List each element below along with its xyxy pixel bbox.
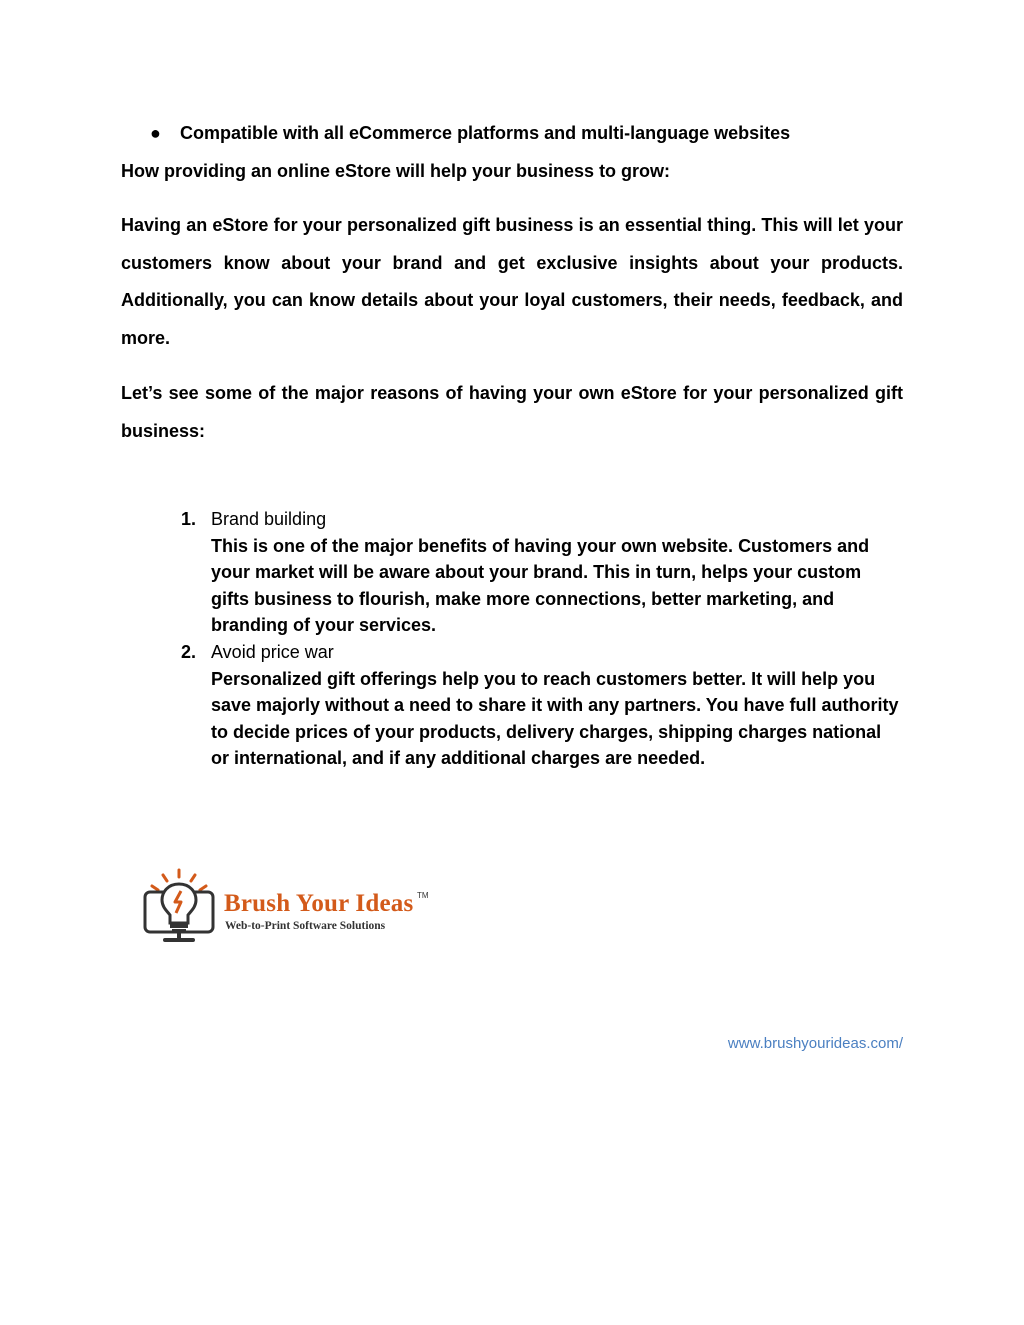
brand-logo <box>121 864 465 950</box>
list-item <box>181 506 901 639</box>
website-link[interactable]: www.brushyourideas.com/ <box>727 1035 903 1052</box>
list-item-title: Brand building <box>211 509 327 529</box>
bullet-text: Compatible with all eCommerce platforms and multi-language websites <box>180 123 791 143</box>
logo-brand-name: Brush Your Ideas <box>224 890 414 917</box>
list-item-number: 1. <box>181 509 197 529</box>
list-item <box>181 639 901 772</box>
paragraph-intro: Having an eStore for your personalized gift business is an essential thing. This will let your customers know about your brand and get exclusive insights about your products. Additionally, you can know details about your loyal customers, their needs, feedback, and more. <box>121 215 903 349</box>
paragraph-reasons-lead: Let’s see some of the major reasons of having your own eStore for your personalized gift business: <box>121 383 903 441</box>
section-heading: How providing an online eStore will help your business to grow: <box>121 161 671 181</box>
logo-trademark: TM <box>417 891 429 900</box>
bullet-item <box>150 121 790 145</box>
logo-tagline: Web-to-Print Software Solutions <box>225 920 386 932</box>
list-item-description: Personalized gift offerings help you to reach customers better. It will help you save majorly without a need to share it with any partners. You have full authority to decide prices of your products, delivery charges, shipping charges national or international, and if any additional charges are needed. <box>211 668 899 769</box>
bullet-marker: ● <box>150 123 161 143</box>
lightbulb-monitor-icon <box>139 866 219 946</box>
reasons-list <box>181 506 901 772</box>
list-item-number: 2. <box>181 641 197 662</box>
list-item-title: Avoid price war <box>211 641 334 662</box>
list-item-description: This is one of the major benefits of having your own website. Customers and your market will be aware about your brand. This in turn, helps your custom gifts business to flourish, make more connections, better marketing, and branding of your services. <box>211 535 870 636</box>
